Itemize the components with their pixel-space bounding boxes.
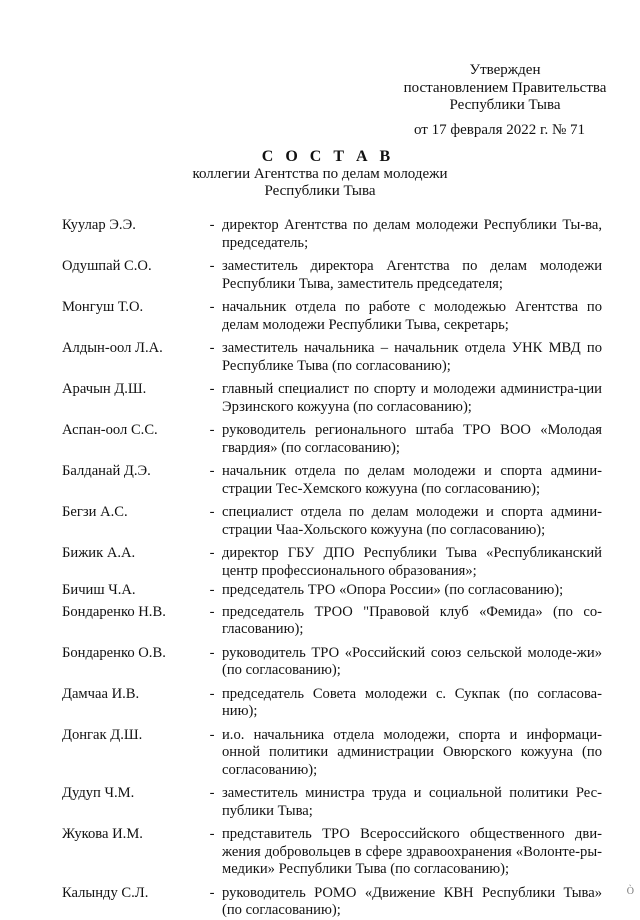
- member-role: директор ГБУ ДПО Республики Тыва «Республиканский центр профессионального образования»;: [222, 545, 602, 579]
- member-name: Балданай Д.Э.: [62, 463, 151, 479]
- member-row: [62, 258, 602, 293]
- member-name: Аспан-оол С.С.: [62, 422, 158, 438]
- member-row: [62, 463, 602, 498]
- member-row: [62, 785, 602, 820]
- member-row: [62, 381, 602, 416]
- member-name: Дамчаа И.В.: [62, 685, 140, 702]
- member-name: Донгак Д.Ш.: [62, 726, 143, 743]
- member-role: и.о. начальника отдела молодежи, спорта и информаци-онной политики администрации Овюрского кожууна (по согласованию);: [222, 726, 602, 778]
- document-title: [0, 148, 640, 200]
- member-dash: -: [209, 826, 215, 842]
- approval-date: от 17 февраля 2022 г. № 71: [414, 122, 586, 138]
- member-role: председатель Совета молодежи с. Сукпак (по согласова-нию);: [222, 685, 602, 719]
- member-dash: -: [209, 299, 215, 315]
- member-role: начальник отдела по работе с молодежью Агентства по делам молодежи Республики Тыва, секретарь;: [222, 299, 602, 333]
- member-role: руководитель ТРО «Российский союз сельской молоде-жи» (по согласованию);: [222, 644, 602, 678]
- member-name: Дудуп Ч.М.: [62, 785, 135, 801]
- member-name: Жукова И.М.: [62, 826, 143, 842]
- member-name: Бондаренко Н.В.: [62, 603, 166, 620]
- member-dash: -: [209, 504, 215, 520]
- member-dash: -: [209, 785, 215, 801]
- member-dash: -: [209, 217, 215, 233]
- member-row: [62, 340, 602, 375]
- member-row: [62, 504, 602, 539]
- member-role: начальник отдела по делам молодежи и спорта админи-страции Тес-Хемского кожууна (по согласованию);: [222, 463, 602, 497]
- member-row: [62, 582, 602, 600]
- member-role: заместитель директора Агентства по делам молодежи Республики Тыва, заместитель председателя;: [222, 258, 602, 292]
- member-row: [62, 885, 602, 920]
- member-row: [62, 545, 602, 580]
- member-role: специалист отдела по делам молодежи и спорта админи-страции Чаа-Хольского кожууна (по согласованию);: [222, 504, 602, 538]
- member-role: председатель ТРО «Опора России» (по согласованию);: [222, 582, 564, 598]
- member-dash: -: [209, 644, 215, 661]
- member-name: Бондаренко О.В.: [62, 644, 166, 661]
- member-row: [62, 727, 602, 780]
- member-name: Алдын-оол Л.А.: [62, 340, 163, 356]
- member-row: [62, 299, 602, 334]
- members-list: [62, 217, 602, 920]
- member-row: [62, 645, 602, 680]
- approval-block: [380, 62, 630, 115]
- member-role: руководитель регионального штаба ТРО ВОО «Молодая гвардия» (по согласованию);: [222, 422, 602, 456]
- member-row: [62, 217, 602, 252]
- member-dash: -: [209, 685, 215, 702]
- member-dash: -: [209, 258, 215, 274]
- member-row: [62, 686, 602, 721]
- member-name: Монгуш Т.О.: [62, 299, 144, 315]
- approval-line-republic: Республики Тыва: [449, 97, 561, 113]
- member-dash: -: [209, 340, 215, 356]
- member-role: директор Агентства по делам молодежи Республики Ты-ва, председатель;: [222, 217, 602, 251]
- title-line-collegium: коллегии Агентства по делам молодежи: [192, 166, 448, 182]
- member-name: Калынду С.Л.: [62, 884, 149, 901]
- member-role: главный специалист по спорту и молодежи администра-ции Эрзинского кожууна (по согласованию);: [222, 381, 602, 415]
- member-role: руководитель РОМО «Движение КВН Республики Тыва» (по согласованию);: [222, 884, 602, 918]
- approval-line-resolution: постановлением Правительства: [403, 79, 607, 96]
- member-dash: -: [209, 603, 215, 620]
- member-dash: -: [209, 422, 215, 438]
- corner-mark: Ò: [626, 886, 634, 897]
- member-name: Бижик А.А.: [62, 545, 136, 561]
- member-role: председатель ТРОО "Правовой клуб «Фемида» (по со-гласованию);: [222, 603, 602, 637]
- member-dash: -: [209, 545, 215, 561]
- title-line-republic: Республики Тыва: [264, 183, 376, 199]
- member-name: Арачын Д.Ш.: [62, 381, 147, 397]
- member-role: представитель ТРО Всероссийского общественного дви-жения добровольцев в сфере здравоохранения «Волонте-ры-медики» Республики Тыва (по согласованию);: [222, 826, 602, 877]
- member-dash: -: [209, 381, 215, 397]
- member-role: заместитель начальника – начальник отдела УНК МВД по Республике Тыва (по согласованию);: [222, 340, 602, 374]
- member-name: Куулар Э.Э.: [62, 217, 136, 233]
- member-dash: -: [209, 582, 215, 598]
- member-dash: -: [209, 726, 215, 743]
- member-row: [62, 826, 602, 879]
- approval-line-approved: Утвержден: [469, 62, 541, 78]
- member-row: [62, 422, 602, 457]
- member-dash: -: [209, 884, 215, 901]
- title-heading: С О С Т А В: [261, 148, 395, 165]
- member-row: [62, 604, 602, 639]
- member-dash: -: [209, 463, 215, 479]
- member-name: Бегзи А.С.: [62, 504, 128, 520]
- member-role: заместитель министра труда и социальной политики Рес-публики Тыва;: [222, 785, 602, 819]
- member-name: Бичиш Ч.А.: [62, 582, 136, 598]
- member-name: Одушпай С.О.: [62, 258, 152, 274]
